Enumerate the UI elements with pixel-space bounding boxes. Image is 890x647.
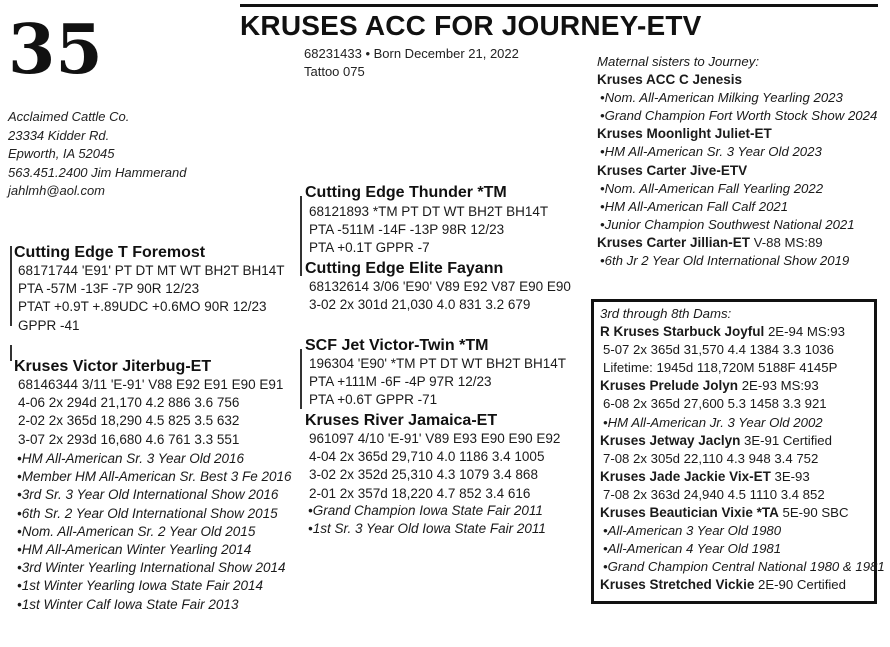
dam-award: •6th Sr. 2 Year Old International Show 2015 xyxy=(17,505,278,521)
consignor-block xyxy=(8,108,187,201)
dam-ancestor-suffix: 2E-90 Certified xyxy=(754,577,846,593)
dam-records xyxy=(18,376,283,449)
sire-details xyxy=(18,262,285,335)
dam-dam-line: 2-01 2x 357d 18,220 4.7 852 3.4 616 xyxy=(309,485,531,501)
lot-number: 35 xyxy=(8,10,103,90)
dams-box-heading: 3rd through 8th Dams: xyxy=(600,306,732,321)
dam-name: Kruses Victor Jiterbug-ET xyxy=(14,358,212,375)
dam-award: •HM All-American Winter Yearling 2014 xyxy=(17,542,252,558)
registration-line: 68231433 • Born December 21, 2022 xyxy=(304,46,519,61)
sister-note: •Nom. All-American Fall Yearling 2022 xyxy=(600,180,824,196)
dam-award: •HM All-American Sr. 3 Year Old 2016 xyxy=(17,451,245,466)
dam-ancestor-line: Lifetime: 1945d 118,720M 5188F 4145P xyxy=(603,360,838,376)
sister-note: •HM All-American Fall Calf 2021 xyxy=(600,198,789,214)
dam-ancestor-line: •All-American 4 Year Old 1981 xyxy=(603,541,782,557)
consignor-email: jahlmh@aol.com xyxy=(8,183,106,198)
sire-sire-line: 68121893 *TM PT DT WT BH2T BH14T xyxy=(309,204,549,219)
sister-name: Kruses Carter Jive-ETV xyxy=(597,162,748,178)
maternal-sisters-heading: Maternal sisters to Journey: xyxy=(597,54,759,69)
dam-dam-records xyxy=(309,430,560,503)
dam-sire-line: 196304 'E90' *TM PT DT WT BH2T BH14T xyxy=(309,356,567,371)
sire-bracket xyxy=(10,246,12,326)
dam-ancestor-name: R Kruses Starbuck Joyful xyxy=(600,324,765,340)
dam-ancestor-name: Kruses Jade Jackie Vix-ET xyxy=(600,468,771,484)
dam-line: 3-07 2x 293d 16,680 4.6 761 3.3 551 xyxy=(18,431,240,447)
dam-line: 2-02 2x 365d 18,290 4.5 825 3.5 632 xyxy=(18,413,240,429)
dam-ancestor-name: Kruses Stretched Vickie xyxy=(600,577,755,593)
dam-awards xyxy=(17,450,292,614)
dam-award: •Member HM All-American Sr. Best 3 Fe 2016 xyxy=(17,469,292,485)
sister-name: Kruses Carter Jillian-ET xyxy=(597,234,751,250)
dam-ancestor-line: 6-08 2x 365d 27,600 5.3 1458 3.3 921 xyxy=(603,396,827,412)
consignor-name: Acclaimed Cattle Co. xyxy=(8,109,130,124)
sire-dam-details xyxy=(309,278,571,314)
dam-ancestor-line: •Grand Champion Central National 1980 & 1981 xyxy=(603,559,885,575)
sire-dam-line: 3-02 2x 301d 21,030 4.0 831 3.2 679 xyxy=(309,297,531,313)
header-rule xyxy=(240,4,878,7)
dam-line: 4-06 2x 294d 21,170 4.2 886 3.6 756 xyxy=(18,395,240,411)
dam-dam-awards xyxy=(308,502,546,538)
sister-note: •6th Jr 2 Year Old International Show 2019 xyxy=(600,253,850,269)
dam-ancestor-suffix: 5E-90 SBC xyxy=(778,505,849,521)
sire-sire-line: PTA +0.1T GPPR -7 xyxy=(309,240,430,256)
dam-ancestor-line: •HM All-American Jr. 3 Year Old 2002 xyxy=(603,414,823,430)
dam-ancestor-suffix: 3E-93 xyxy=(770,468,810,484)
sister-name: Kruses Moonlight Juliet-ET xyxy=(597,126,772,142)
dam-dam-name: Kruses River Jamaica-ET xyxy=(305,412,498,429)
sister-note: •HM All-American Sr. 3 Year Old 2023 xyxy=(600,144,822,160)
sire-line: PTA -57M -13F -7P 90R 12/23 xyxy=(18,281,200,297)
dam-dam-line: 4-04 2x 365d 29,710 4.0 1186 3.4 1005 xyxy=(309,449,545,465)
dam-ancestor-line: 5-07 2x 365d 31,570 4.4 1384 3.3 1036 xyxy=(603,342,834,358)
dam-ancestor-name: Kruses Beautician Vixie *TA xyxy=(600,505,779,521)
dam-dam-award: •1st Sr. 3 Year Old Iowa State Fair 2011 xyxy=(308,521,546,537)
dam-ancestor-suffix: 2E-94 MS:93 xyxy=(764,324,845,340)
dam-award: •3rd Sr. 3 Year Old International Show 2016 xyxy=(17,487,279,503)
dam-sire-details xyxy=(309,355,566,410)
dam-line: 68146344 3/11 'E-91' V88 E92 E91 E90 E91 xyxy=(18,377,284,392)
dam-sire-line: PTA +0.6T GPPR -71 xyxy=(309,392,438,408)
dam-ancestor-line: 7-08 2x 305d 22,110 4.3 948 3.4 752 xyxy=(603,450,819,466)
sire-line: GPPR -41 xyxy=(18,317,80,333)
dam-dam-line: 3-02 2x 352d 25,310 4.3 1079 3.4 868 xyxy=(309,467,538,483)
dams-box-content xyxy=(600,305,885,595)
dam-sire-line: PTA +111M -6F -4P 97R 12/23 xyxy=(309,374,492,390)
dam-dam-award: •Grand Champion Iowa State Fair 2011 xyxy=(308,503,543,518)
dam-dam-line: 961097 4/10 'E-91' V89 E93 E90 E90 E92 xyxy=(309,431,561,446)
sister-note: •Nom. All-American Milking Yearling 2023 xyxy=(600,90,843,106)
dam-sire-name: SCF Jet Victor-Twin *TM xyxy=(305,337,489,354)
sire-sire-details xyxy=(309,203,548,258)
sister-suffix: V-88 MS:89 xyxy=(750,234,823,250)
sire-sire-name: Cutting Edge Thunder *TM xyxy=(305,184,507,201)
sire-sire-line: PTA -511M -14F -13P 98R 12/23 xyxy=(309,222,505,238)
dam-sire-bracket xyxy=(300,349,302,409)
sire-line: 68171744 'E91' PT DT MT WT BH2T BH14T xyxy=(18,263,285,278)
dam-ancestor-line: •All-American 3 Year Old 1980 xyxy=(603,523,782,539)
sister-note: •Junior Champion Southwest National 2021 xyxy=(600,216,855,232)
sire-dam-line: 68132614 3/06 'E90' V89 E92 V87 E90 E90 xyxy=(309,279,571,294)
dam-ancestor-suffix: 2E-93 MS:93 xyxy=(738,378,819,394)
dam-ancestor-suffix: 3E-91 Certified xyxy=(740,432,832,448)
dam-award: •1st Winter Yearling Iowa State Fair 2014 xyxy=(17,578,263,594)
dam-bracket xyxy=(10,345,12,361)
dam-ancestor-name: Kruses Jetway Jaclyn xyxy=(600,432,741,448)
sire-sire-bracket xyxy=(300,196,302,276)
dam-award: •1st Winter Calf Iowa State Fair 2013 xyxy=(17,596,239,612)
dam-award: •Nom. All-American Sr. 2 Year Old 2015 xyxy=(17,523,256,539)
page-title: KRUSES ACC FOR JOURNEY-ETV xyxy=(240,10,702,41)
sire-name: Cutting Edge T Foremost xyxy=(14,244,206,261)
dam-ancestor-name: Kruses Prelude Jolyn xyxy=(600,378,739,394)
sire-dam-name: Cutting Edge Elite Fayann xyxy=(305,260,504,277)
sister-note: •Grand Champion Fort Worth Stock Show 2024 xyxy=(600,108,878,124)
consignor-city: Epworth, IA 52045 xyxy=(8,146,115,161)
consignor-phone: 563.451.2400 Jim Hammerand xyxy=(8,164,187,180)
dam-award: •3rd Winter Yearling International Show 2014 xyxy=(17,560,286,576)
maternal-sisters xyxy=(597,53,877,270)
sire-line: PTAT +0.9T +.89UDC +0.6MO 90R 12/23 xyxy=(18,299,267,315)
tattoo: Tattoo 075 xyxy=(304,64,365,79)
dam-ancestor-line: 7-08 2x 363d 24,940 4.5 1110 3.4 852 xyxy=(603,486,825,502)
consignor-address: 23334 Kidder Rd. xyxy=(8,127,110,143)
sister-name: Kruses ACC C Jenesis xyxy=(597,72,743,88)
